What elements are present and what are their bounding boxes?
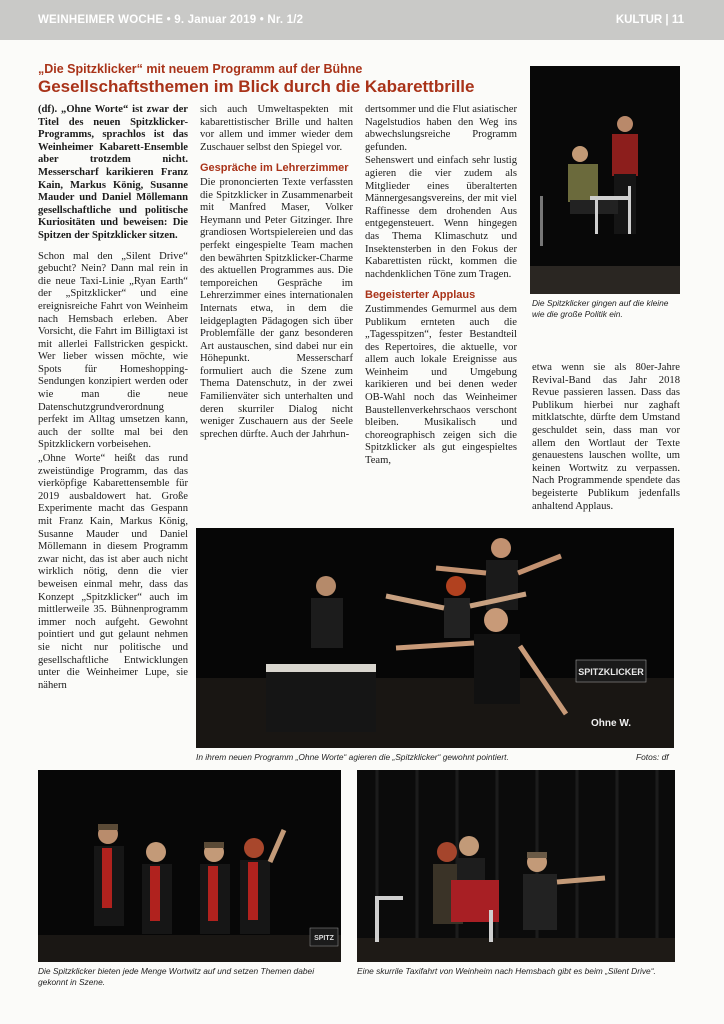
subheading: Gespräche im Lehrerzimmer <box>200 162 349 175</box>
text-column-2 <box>200 104 353 442</box>
photo-caption: Die Spitzklicker gingen auf die kleine wie die große Politik ein. <box>532 298 669 319</box>
paragraph: etwa wenn sie als 80er-Jahre Revival-Band das Jahr 2018 Revue passieren lassen. Dass das Publikum hierbei nur zaghaft mitklatschte, dürfte dem Umstand geschuldet sein, dass man vor allem den Wortlaut der Texte genauestens lauschen wollte, um keinen Wortwitz zu verpassen. Nach Programmende spendete das begeisterte Publikum jedenfalls anhaltend Applaus. <box>532 362 680 512</box>
article-lead: (df). „Ohne Worte“ ist zwar der Titel des neuen Spitzklicker-Programms, sprachlos ist das Weinheimer Kabarett-Ensemble aber trotzdem nicht. Messerscharf karikieren Franz Kain, Markus König, Susanne Mauder und Daniel Möllemann gesellschaftliche und politische Kuriositäten und beweisen: Die Spitzen der Spitzklicker sitzen. <box>38 104 188 241</box>
photo-stage-chair-scene <box>530 66 680 294</box>
text-column-1 <box>38 104 188 693</box>
paragraph: Sehenswert und einfach sehr lustig agieren die vier zudem als Mitglieder eines überalterten Männergesangsvereins, der mit viel Raffinesse dem drohenden Aus entgegensteuert. Wenn hingegen das Thema Klimaschutz und Insektensterben in den Fokus der Kabarettisten rückt, kommen die nachdenklichen Töne zum Tragen. <box>365 155 517 280</box>
text-column-4 <box>532 362 680 514</box>
paragraph: „Ohne Worte“ heißt das rund zweistündige Programm, das das vierköpfige Kabarettensemble für 2019 ausbaldowert hat. Große Experimente macht das Gespann mit Franz Kain, Markus König, Susanne Mauder und Daniel Möllemann in diesem Programm zwar nicht, das ist aber auch nicht wirklich nötig, denn die vier beweisen einmal mehr, dass das Konzept „Spitzklicker“ auch im mittlerweile 35. Bühnenprogramm immer noch aufgeht. Gewohnt pointiert und gut gelaunt nehmen sie nicht nur politische und gesellschaftliche Entwicklungen unter die Weinheimer Lupe, sie nähern <box>38 453 188 691</box>
sign-text: SPITZ <box>314 935 334 942</box>
photo-red-scarves <box>38 770 341 962</box>
paragraph: Die prononcierten Texte verfassten die Spitzklicker in Zusammenarbeit mit Manfred Maser, Volker Heymann und Peter Gitzinger. Ihre grandiosen Wortspielereien und das perfekt eingespielte Team machen den bewährten Spitzklicker-Charme des aktuellen Programmes aus. Die temporeichen Gespräche im Lehrerzimmer eines internationalen Internats etwa, in dem die leidgeplagten Pädagogen sich über Problemfälle der ganz besonderen Art austauschen, sind dabei nur ein Höhepunkt. Messerscharf formuliert auch die Szene zum Thema Datenschutz, in der zwei Familienväter sich unterhalten und deren skurriler Dialog nicht weniger Zuschauern aus der Seele sprechen dürfte. Auch der Jahrhun- <box>200 176 353 440</box>
paragraph: dertsommer und die Flut asiatischer Nagelstudios haben den Weg ins abwechslungsreiche Programm gefunden. <box>365 104 517 153</box>
article-kicker: „Die Spitzklicker“ mit neuem Programm auf der Bühne <box>38 62 363 76</box>
section-page-number: KULTUR | 11 <box>615 14 684 26</box>
photo-ensemble-pose <box>196 528 674 748</box>
photo-caption: Eine skurrile Taxifahrt von Weinheim nach Hemsbach gibt es beim „Silent Drive“. <box>357 966 656 976</box>
paragraph: Schon mal den „Silent Drive“ gebucht? Nein? Dann mal rein in die neue Taxi-Linie „Ryan Earth“ der „Spitzklicker“ und eine ereignisreiche Fahrt von Weinheim nach Hemsbach erleben. Aber Vorsicht, die Fahrt im Billigtaxi ist mit allerlei Fallstricken gespickt. Wer lieber wissen möchte, wie Spots für Homeshopping-Sendungen konzipiert werden oder wie man die neue Datenschutzgrundverordnung perfekt im Alltag umsetzen kann, auch der sollte mal bei den Spitzklickern vorbeisehen. <box>38 250 188 451</box>
photo-credit: Fotos: df <box>636 752 669 762</box>
subheading: Begeisterter Applaus <box>365 289 476 302</box>
publication-line: WEINHEIMER WOCHE • 9. Januar 2019 • Nr. 1/2 <box>38 14 304 26</box>
photo-caption: Die Spitzklicker bieten jede Menge Wortwitz auf und setzen Themen dabei gekonnt in Szene. <box>38 966 315 987</box>
photo-taxi-scene <box>357 770 675 962</box>
text-column-3 <box>365 104 517 469</box>
article-headline: Gesellschaftsthemen im Blick durch die Kabarettbrille <box>38 77 475 96</box>
photo-caption: In ihrem neuen Programm „Ohne Worte“ agieren die „Spitzklicker“ gewohnt pointiert. <box>196 752 509 762</box>
paragraph: sich auch Umweltaspekten mit kabarettistischer Brille und halten vor allem und immer wieder dem Zuschauer selbst den Spiegel vor. <box>200 104 353 153</box>
page-header <box>0 0 724 40</box>
sign-text: Ohne W. <box>591 718 631 729</box>
banner-text: SPITZKLICKER <box>578 667 644 677</box>
paragraph: Zustimmendes Gemurmel aus dem Publikum ernteten auch die „Tagesspitzen“, fester Bestandteil des Repertoires, die aktuelle, vor allem auch lokale Ereignisse aus Weinheim und Umgebung karikieren und bei denen weder OB-Wahl noch das Weinheimer Baustellenverkehrschaos verschont bleiben. Musikalisch und choreographisch zeigen sich die Spitzklicker als gut eingespieltes Team, <box>365 303 517 467</box>
